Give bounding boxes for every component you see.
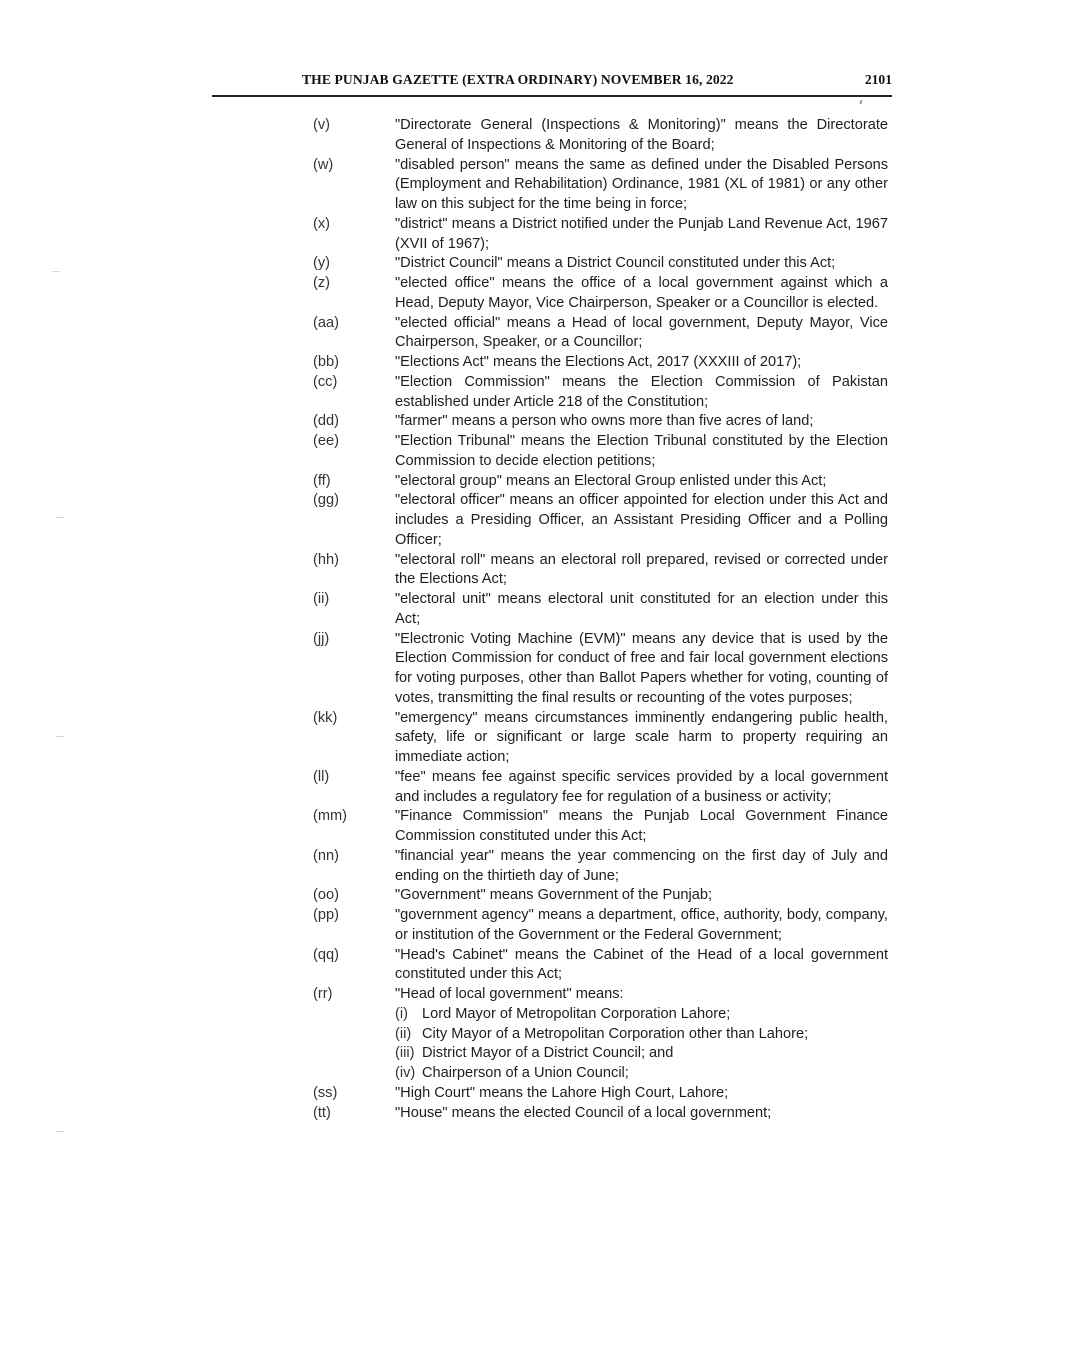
definition-text: "fee" means fee against specific services provided by a local government and includes a regulatory fee for regulation of a business or activity;: [395, 768, 888, 805]
sub-item-iv: [395, 1064, 888, 1084]
header-rule: [212, 95, 892, 97]
sub-item-text: Lord Mayor of Metropolitan Corporation Lahore;: [422, 1005, 731, 1022]
definition-dd: [313, 412, 888, 432]
definition-label: (mm): [313, 808, 348, 825]
page-number: 2101: [864, 72, 892, 87]
definition-label: (aa): [313, 314, 339, 331]
definition-label: (hh): [313, 551, 339, 568]
sub-item-label: (i): [395, 1005, 408, 1022]
definition-kk: [313, 709, 888, 768]
definition-label: (rr): [313, 986, 333, 1002]
definition-label: (ee): [313, 433, 339, 449]
definition-bb: [313, 353, 888, 373]
sub-item-i: [395, 1005, 888, 1025]
definition-text: "House" means the elected Council of a local government;: [395, 1104, 772, 1121]
definition-w: [313, 156, 888, 215]
definition-label: (pp): [313, 907, 339, 923]
sub-item-text: City Mayor of a Metropolitan Corporation other than Lahore;: [422, 1025, 809, 1042]
scan-speck: [859, 100, 862, 104]
definition-text: "elected official" means a Head of local government, Deputy Mayor, Vice Chairperson, Speaker, or a Councillor;: [395, 314, 888, 351]
definition-ii: [313, 590, 888, 630]
definition-label: (w): [313, 156, 334, 173]
definition-ee: [313, 432, 888, 472]
sub-item-label: (iii): [395, 1045, 415, 1062]
definition-label: (kk): [313, 709, 338, 726]
definition-text: "Government" means Government of the Punjab;: [395, 887, 712, 904]
definition-gg: [313, 491, 888, 550]
definition-x: [313, 215, 888, 255]
definition-text: "financial year" means the year commencing on the first day of July and ending on the thirtieth day of June;: [395, 847, 888, 884]
definition-text: "electoral officer" means an officer appointed for election under this Act and includes a Presiding Officer, an Assistant Presiding Officer and a Polling Officer;: [395, 492, 888, 548]
definition-text: "District Council" means a District Council constituted under this Act;: [395, 255, 836, 272]
definition-label: (dd): [313, 413, 339, 430]
definition-v: [313, 116, 888, 156]
definition-nn: [313, 847, 888, 887]
definition-label: (ss): [313, 1084, 338, 1101]
definition-text: "electoral roll" means an electoral roll prepared, revised or corrected under the Elections Act;: [395, 551, 888, 588]
definition-label: (ll): [313, 768, 330, 785]
definition-text: "High Court" means the Lahore High Court, Lahore;: [395, 1084, 729, 1101]
definition-text: "Finance Commission" means the Punjab Local Government Finance Commission constituted under this Act;: [395, 808, 888, 844]
gazette-header: [300, 68, 892, 92]
definition-label: (v): [313, 117, 331, 133]
sub-item-label: (ii): [395, 1025, 412, 1042]
definition-label: (bb): [313, 354, 339, 370]
definition-text: "Election Commission" means the Election Commission of Pakistan established under Article 218 of the Constitution;: [395, 373, 888, 410]
definition-cc: [313, 373, 888, 413]
definition-text: "electoral unit" means electoral unit constituted for an election under this Act;: [395, 591, 888, 627]
definition-label: (tt): [313, 1104, 331, 1121]
definition-text: "Head of local government" means:: [395, 986, 624, 1002]
definition-pp: [313, 906, 888, 946]
definition-label: (jj): [313, 630, 330, 647]
definition-aa: [313, 314, 888, 354]
definition-text: "Election Tribunal" means the Election Tribunal constituted by the Election Commission to decide election petitions;: [395, 433, 888, 469]
definition-text: "Head's Cabinet" means the Cabinet of the Head of a local government constituted under this Act;: [395, 946, 888, 983]
definition-y: [313, 254, 888, 274]
definition-label: (gg): [313, 492, 339, 509]
scan-artifact: [56, 1131, 64, 1132]
definition-text: "Elections Act" means the Elections Act, 2017 (XXXIII of 2017);: [395, 354, 802, 370]
definition-label: (cc): [313, 373, 338, 390]
definition-text: "farmer" means a person who owns more than five acres of land;: [395, 413, 814, 430]
sub-item-text: District Mayor of a District Council; and: [422, 1045, 674, 1062]
definition-hh: [313, 551, 888, 591]
definition-text: "electoral group" means an Electoral Group enlisted under this Act;: [395, 472, 827, 489]
definition-ff: [313, 472, 888, 492]
definition-rr: [313, 985, 888, 1084]
definition-text: "Electronic Voting Machine (EVM)" means any device that is used by the Election Commission for conduct of free and fair local government elections for voting purposes, other than Ballot Papers whether for voting, counting of votes, transmitting the final results or recounting of the votes purposes;: [395, 630, 888, 706]
definition-text: "district" means a District notified under the Punjab Land Revenue Act, 1967 (XVII of 1967);: [395, 215, 888, 252]
definition-text: "elected office" means the office of a local government against which a Head, Deputy Mayor, Vice Chairperson, Speaker or a Councillor is elected.: [395, 275, 888, 311]
definition-label: (y): [313, 255, 331, 272]
definition-tt: [313, 1104, 888, 1124]
definition-mm: [313, 807, 888, 847]
sub-item-text: Chairperson of a Union Council;: [422, 1065, 629, 1081]
definition-label: (qq): [313, 946, 339, 963]
definition-z: [313, 274, 888, 314]
definition-label: (oo): [313, 887, 339, 904]
definition-jj: [313, 630, 888, 709]
definition-label: (ff): [313, 472, 331, 489]
definition-oo: [313, 886, 888, 906]
definition-label: (ii): [313, 591, 330, 607]
scan-artifact: [56, 517, 64, 518]
definitions-list: [313, 116, 888, 1123]
definition-label: (nn): [313, 847, 339, 864]
definition-ss: [313, 1084, 888, 1104]
scan-artifact: [56, 736, 64, 737]
gazette-title: THE PUNJAB GAZETTE (EXTRA ORDINARY) NOVEMBER 16, 2022: [302, 72, 734, 87]
definition-text: "government agency" means a department, office, authority, body, company, or institution of the Government or the Federal Government;: [395, 907, 888, 943]
sub-item-iii: [395, 1044, 888, 1064]
definition-text: "emergency" means circumstances imminently endangering public health, safety, life or significant or large scale harm to property requiring an immediate action;: [395, 709, 888, 765]
sub-item-label: (iv): [395, 1065, 416, 1081]
definition-label: (x): [313, 215, 331, 232]
definition-ll: [313, 768, 888, 808]
definition-text-block: [395, 985, 888, 1084]
definition-text: "Directorate General (Inspections & Monitoring)" means the Directorate General of Inspections & Monitoring of the Board;: [395, 117, 888, 153]
sub-item-ii: [395, 1025, 888, 1045]
definition-qq: [313, 946, 888, 986]
definition-text: "disabled person" means the same as defined under the Disabled Persons (Employment and Rehabilitation) Ordinance, 1981 (XL of 1981) or any other law on this subject for the time being in force;: [395, 156, 888, 212]
definition-label: (z): [313, 275, 331, 291]
scan-artifact: [52, 271, 60, 272]
